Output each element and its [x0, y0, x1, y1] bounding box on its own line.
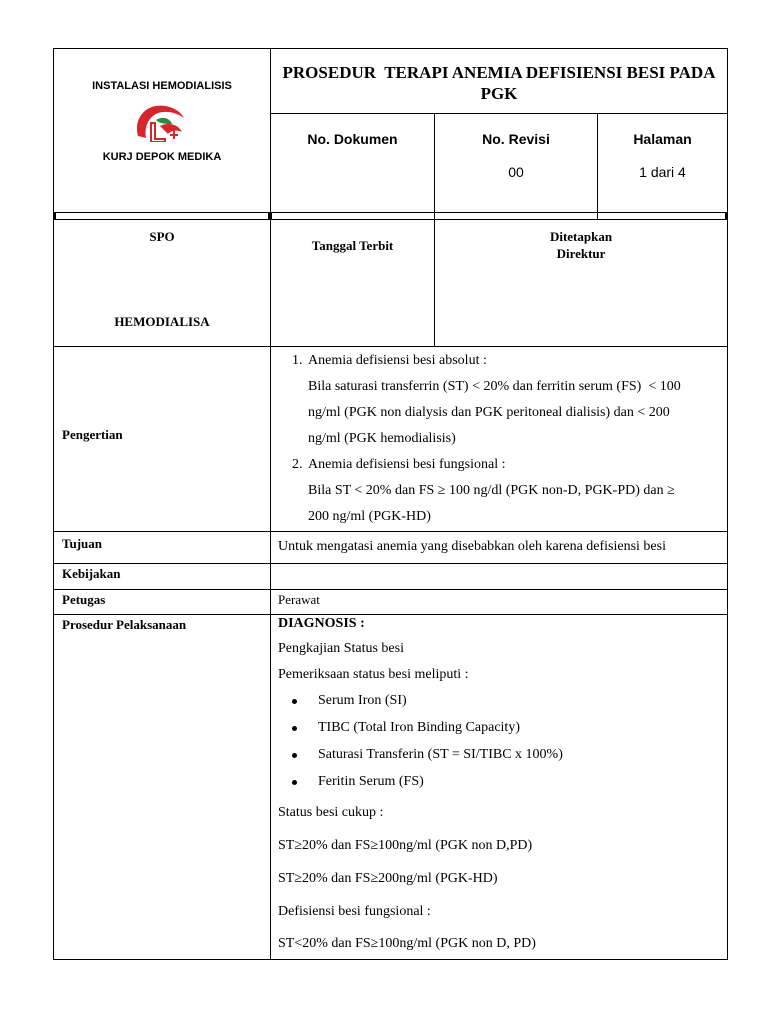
page-value: 1 dari 4: [639, 164, 686, 180]
pengertian-content: [278, 348, 722, 530]
definition-item: 2. Anemia defisiensi besi fungsional : Bila ST < 20% dan FS ≥ 100 ng/dl (PGK non-D, PGK-PD) dan ≥ 200 ng/ml (PGK-HD): [292, 457, 675, 524]
definition-item: 1. Anemia defisiensi besi absolut : Bila saturasi transferrin (ST) < 20% dan ferritin serum (FS) < 100 ng/ml (PGK non dialysis dan PGK peritoneal dialisis) dan < 200 ng/ml (PGK hemodialisis): [292, 353, 681, 446]
prosedur-label: Prosedur Pelaksanaan: [62, 617, 187, 632]
revision-label: No. Revisi: [482, 131, 550, 147]
document-title: PROSEDUR TERAPI ANEMIA DEFISIENSI BESI PADA PGK: [282, 63, 720, 103]
prosedur-line: ST≥20% dan FS≥100ng/ml (PGK non D,PD): [278, 838, 533, 853]
pengertian-label: Pengertian: [62, 427, 123, 442]
document-number-label: No. Dokumen: [307, 131, 398, 147]
list-item: Feritin Serum (FS): [278, 768, 722, 795]
spo-label: SPO: [149, 229, 175, 244]
prosedur-line: Status besi cukup :: [278, 805, 384, 820]
prosedur-line: Pemeriksaan status besi meliputi :: [278, 667, 469, 682]
list-item: Serum Iron (SI): [278, 687, 722, 714]
tujuan-text: Untuk mengatasi anemia yang disebabkan oleh karena defisiensi besi: [278, 539, 666, 554]
prosedur-line: ST<20% dan FS≥100ng/ml (PGK non D, PD): [278, 936, 536, 951]
kebijakan-label: Kebijakan: [62, 566, 121, 581]
prosedur-line: Pengkajian Status besi: [278, 641, 404, 656]
prosedur-line: ST≥20% dan FS≥200ng/ml (PGK-HD): [278, 871, 498, 886]
prosedur-line: Defisiensi besi fungsional :: [278, 904, 431, 919]
institution-name: INSTALASI HEMODIALISIS: [92, 80, 232, 92]
spo-unit: HEMODIALISA: [114, 314, 210, 329]
iron-tests-list: [278, 687, 722, 795]
kurj-depok-medika-logo-icon: [132, 100, 188, 148]
list-item: TIBC (Total Iron Binding Capacity): [278, 714, 722, 741]
diagnosis-heading: DIAGNOSIS :: [278, 616, 365, 631]
approved-label: Ditetapkan: [549, 229, 613, 244]
issue-date-label: Tanggal Terbit: [311, 238, 394, 253]
tujuan-label: Tujuan: [62, 536, 102, 551]
list-item: Saturasi Transferin (ST = SI/TIBC x 100%): [278, 741, 722, 768]
approved-by: Direktur: [556, 246, 606, 261]
revision-value: 00: [508, 164, 524, 180]
petugas-text: Perawat: [278, 592, 320, 607]
page-label: Halaman: [633, 131, 692, 147]
petugas-label: Petugas: [62, 592, 106, 607]
clinic-name: KURJ DEPOK MEDIKA: [102, 151, 222, 163]
